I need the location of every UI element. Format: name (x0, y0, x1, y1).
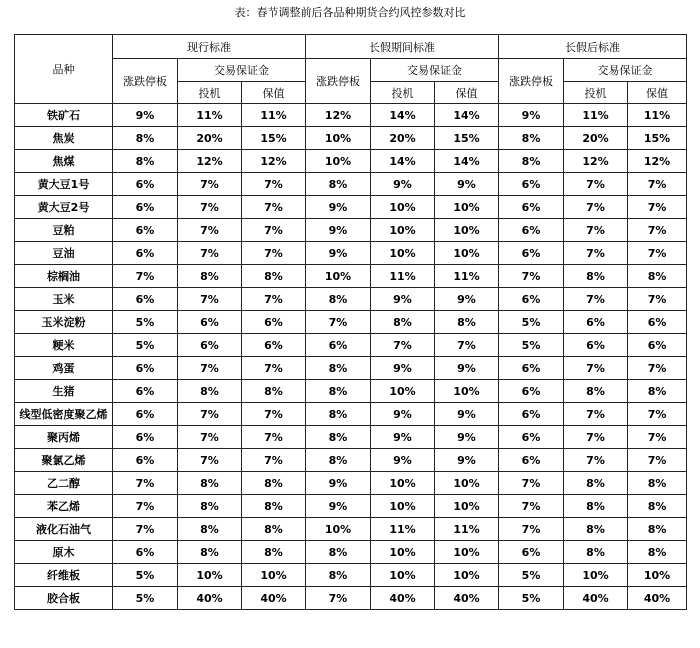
value-cell: 8% (435, 311, 499, 334)
value-cell: 8% (306, 380, 371, 403)
value-cell: 7% (564, 426, 628, 449)
header-limit: 涨跌停板 (499, 59, 564, 104)
table-row (15, 380, 687, 403)
value-cell: 7% (628, 173, 687, 196)
table-row (15, 150, 687, 173)
value-cell: 9% (306, 472, 371, 495)
table-row (15, 334, 687, 357)
header-speculative: 投机 (371, 82, 435, 104)
value-cell: 5% (113, 311, 178, 334)
value-cell: 6% (113, 426, 178, 449)
table-row (15, 357, 687, 380)
value-cell: 7% (113, 472, 178, 495)
table-row (15, 288, 687, 311)
value-cell: 6% (628, 311, 687, 334)
value-cell: 6% (113, 380, 178, 403)
value-cell: 7% (628, 219, 687, 242)
product-name-cell: 鸡蛋 (15, 357, 113, 380)
product-name-cell: 线型低密度聚乙烯 (15, 403, 113, 426)
product-name-cell: 焦煤 (15, 150, 113, 173)
table-row (15, 311, 687, 334)
value-cell: 10% (306, 265, 371, 288)
value-cell: 11% (435, 518, 499, 541)
value-cell: 40% (178, 587, 242, 610)
product-name-cell: 乙二醇 (15, 472, 113, 495)
value-cell: 7% (564, 242, 628, 265)
product-name-cell: 胶合板 (15, 587, 113, 610)
value-cell: 8% (242, 472, 306, 495)
value-cell: 8% (306, 403, 371, 426)
header-margin: 交易保证金 (371, 59, 499, 82)
value-cell: 7% (242, 403, 306, 426)
value-cell: 6% (113, 403, 178, 426)
value-cell: 8% (306, 449, 371, 472)
value-cell: 7% (178, 242, 242, 265)
product-name-cell: 豆粕 (15, 219, 113, 242)
product-name-cell: 黄大豆2号 (15, 196, 113, 219)
table-row (15, 449, 687, 472)
value-cell: 6% (499, 288, 564, 311)
value-cell: 5% (113, 564, 178, 587)
value-cell: 7% (564, 196, 628, 219)
value-cell: 8% (178, 495, 242, 518)
value-cell: 10% (306, 127, 371, 150)
header-group-holiday: 长假期间标准 (306, 35, 499, 59)
value-cell: 8% (178, 518, 242, 541)
value-cell: 8% (113, 127, 178, 150)
value-cell: 7% (564, 449, 628, 472)
table-row (15, 472, 687, 495)
value-cell: 9% (306, 495, 371, 518)
table-row (15, 196, 687, 219)
value-cell: 7% (564, 219, 628, 242)
product-name-cell: 原木 (15, 541, 113, 564)
value-cell: 10% (435, 242, 499, 265)
value-cell: 12% (242, 150, 306, 173)
value-cell: 6% (564, 334, 628, 357)
value-cell: 7% (242, 196, 306, 219)
table-row (15, 242, 687, 265)
product-name-cell: 聚氯乙烯 (15, 449, 113, 472)
value-cell: 7% (242, 288, 306, 311)
value-cell: 10% (435, 219, 499, 242)
table-row (15, 518, 687, 541)
table-row (15, 219, 687, 242)
value-cell: 40% (435, 587, 499, 610)
value-cell: 7% (564, 357, 628, 380)
value-cell: 7% (628, 449, 687, 472)
value-cell: 8% (564, 380, 628, 403)
value-cell: 9% (306, 219, 371, 242)
value-cell: 6% (499, 426, 564, 449)
value-cell: 6% (499, 173, 564, 196)
value-cell: 7% (564, 288, 628, 311)
value-cell: 7% (628, 196, 687, 219)
value-cell: 8% (306, 357, 371, 380)
value-cell: 8% (178, 265, 242, 288)
table-row (15, 403, 687, 426)
value-cell: 9% (371, 173, 435, 196)
table-row (15, 541, 687, 564)
value-cell: 7% (113, 495, 178, 518)
value-cell: 10% (371, 564, 435, 587)
value-cell: 14% (371, 104, 435, 127)
value-cell: 7% (113, 265, 178, 288)
header-hedge: 保值 (435, 82, 499, 104)
value-cell: 7% (564, 173, 628, 196)
value-cell: 6% (628, 334, 687, 357)
value-cell: 12% (628, 150, 687, 173)
value-cell: 8% (178, 541, 242, 564)
value-cell: 9% (371, 288, 435, 311)
header-speculative: 投机 (178, 82, 242, 104)
value-cell: 7% (499, 472, 564, 495)
value-cell: 8% (564, 472, 628, 495)
value-cell: 7% (178, 288, 242, 311)
value-cell: 6% (499, 541, 564, 564)
value-cell: 9% (435, 403, 499, 426)
value-cell: 11% (564, 104, 628, 127)
product-name-cell: 粳米 (15, 334, 113, 357)
value-cell: 8% (178, 472, 242, 495)
value-cell: 20% (371, 127, 435, 150)
value-cell: 10% (306, 518, 371, 541)
value-cell: 8% (306, 541, 371, 564)
value-cell: 11% (435, 265, 499, 288)
product-name-cell: 生猪 (15, 380, 113, 403)
value-cell: 7% (628, 288, 687, 311)
value-cell: 7% (628, 426, 687, 449)
value-cell: 7% (242, 449, 306, 472)
value-cell: 7% (628, 403, 687, 426)
value-cell: 7% (178, 219, 242, 242)
product-name-cell: 聚丙烯 (15, 426, 113, 449)
table-caption: 表：春节调整前后各品种期货合约风控参数对比 (234, 6, 466, 19)
value-cell: 8% (242, 495, 306, 518)
value-cell: 8% (564, 541, 628, 564)
value-cell: 8% (628, 380, 687, 403)
value-cell: 8% (628, 495, 687, 518)
product-name-cell: 苯乙烯 (15, 495, 113, 518)
value-cell: 6% (113, 242, 178, 265)
value-cell: 6% (499, 449, 564, 472)
header-product: 品种 (15, 35, 113, 104)
risk-parameter-table (14, 34, 687, 610)
product-name-cell: 纤维板 (15, 564, 113, 587)
value-cell: 7% (178, 449, 242, 472)
table-row (15, 104, 687, 127)
value-cell: 9% (113, 104, 178, 127)
value-cell: 7% (242, 219, 306, 242)
value-cell: 40% (564, 587, 628, 610)
value-cell: 20% (564, 127, 628, 150)
value-cell: 5% (113, 334, 178, 357)
value-cell: 10% (435, 380, 499, 403)
value-cell: 10% (371, 380, 435, 403)
value-cell: 8% (628, 472, 687, 495)
value-cell: 8% (242, 265, 306, 288)
value-cell: 9% (306, 242, 371, 265)
value-cell: 11% (371, 518, 435, 541)
value-cell: 8% (499, 150, 564, 173)
value-cell: 8% (628, 518, 687, 541)
value-cell: 10% (435, 564, 499, 587)
value-cell: 7% (178, 403, 242, 426)
value-cell: 8% (178, 380, 242, 403)
product-name-cell: 液化石油气 (15, 518, 113, 541)
value-cell: 6% (499, 403, 564, 426)
value-cell: 11% (242, 104, 306, 127)
value-cell: 12% (564, 150, 628, 173)
value-cell: 8% (628, 265, 687, 288)
header-speculative: 投机 (564, 82, 628, 104)
product-name-cell: 焦炭 (15, 127, 113, 150)
product-name-cell: 棕榈油 (15, 265, 113, 288)
value-cell: 10% (435, 495, 499, 518)
header-group-after: 长假后标准 (499, 35, 687, 59)
value-cell: 8% (242, 541, 306, 564)
value-cell: 6% (113, 357, 178, 380)
header-limit: 涨跌停板 (306, 59, 371, 104)
value-cell: 20% (178, 127, 242, 150)
header-group-current: 现行标准 (113, 35, 306, 59)
product-name-cell: 黄大豆1号 (15, 173, 113, 196)
value-cell: 9% (435, 449, 499, 472)
value-cell: 7% (306, 587, 371, 610)
product-name-cell: 玉米淀粉 (15, 311, 113, 334)
value-cell: 10% (435, 541, 499, 564)
value-cell: 7% (242, 242, 306, 265)
value-cell: 14% (435, 150, 499, 173)
value-cell: 7% (178, 196, 242, 219)
value-cell: 8% (371, 311, 435, 334)
value-cell: 6% (178, 311, 242, 334)
value-cell: 7% (242, 173, 306, 196)
value-cell: 8% (564, 265, 628, 288)
value-cell: 10% (371, 242, 435, 265)
value-cell: 9% (371, 449, 435, 472)
value-cell: 10% (242, 564, 306, 587)
value-cell: 10% (371, 472, 435, 495)
value-cell: 15% (435, 127, 499, 150)
value-cell: 6% (113, 196, 178, 219)
table-row (15, 426, 687, 449)
value-cell: 10% (628, 564, 687, 587)
value-cell: 40% (371, 587, 435, 610)
value-cell: 9% (499, 104, 564, 127)
value-cell: 7% (499, 518, 564, 541)
value-cell: 6% (113, 541, 178, 564)
value-cell: 8% (628, 541, 687, 564)
value-cell: 6% (499, 196, 564, 219)
value-cell: 7% (435, 334, 499, 357)
value-cell: 11% (628, 104, 687, 127)
value-cell: 6% (306, 334, 371, 357)
value-cell: 15% (628, 127, 687, 150)
value-cell: 9% (435, 357, 499, 380)
table-row (15, 265, 687, 288)
value-cell: 12% (306, 104, 371, 127)
value-cell: 5% (499, 564, 564, 587)
value-cell: 14% (435, 104, 499, 127)
value-cell: 40% (242, 587, 306, 610)
value-cell: 7% (113, 518, 178, 541)
value-cell: 6% (242, 334, 306, 357)
value-cell: 14% (371, 150, 435, 173)
value-cell: 7% (178, 426, 242, 449)
value-cell: 5% (499, 587, 564, 610)
value-cell: 8% (564, 518, 628, 541)
value-cell: 7% (628, 242, 687, 265)
value-cell: 8% (306, 426, 371, 449)
header-margin: 交易保证金 (178, 59, 306, 82)
value-cell: 10% (435, 472, 499, 495)
value-cell: 6% (564, 311, 628, 334)
table-row (15, 495, 687, 518)
value-cell: 8% (113, 150, 178, 173)
value-cell: 6% (242, 311, 306, 334)
value-cell: 10% (371, 495, 435, 518)
table-body (15, 104, 687, 610)
value-cell: 6% (499, 380, 564, 403)
value-cell: 8% (242, 380, 306, 403)
value-cell: 10% (371, 541, 435, 564)
table-row (15, 587, 687, 610)
value-cell: 6% (499, 357, 564, 380)
value-cell: 8% (564, 495, 628, 518)
value-cell: 6% (499, 242, 564, 265)
value-cell: 8% (499, 127, 564, 150)
value-cell: 10% (371, 196, 435, 219)
value-cell: 7% (628, 357, 687, 380)
value-cell: 8% (306, 564, 371, 587)
value-cell: 7% (178, 173, 242, 196)
value-cell: 9% (371, 426, 435, 449)
product-name-cell: 玉米 (15, 288, 113, 311)
value-cell: 7% (564, 403, 628, 426)
value-cell: 7% (242, 426, 306, 449)
value-cell: 9% (435, 426, 499, 449)
header-hedge: 保值 (242, 82, 306, 104)
value-cell: 9% (435, 173, 499, 196)
table-row (15, 173, 687, 196)
value-cell: 8% (306, 173, 371, 196)
value-cell: 9% (371, 403, 435, 426)
header-hedge: 保值 (628, 82, 687, 104)
value-cell: 6% (113, 449, 178, 472)
value-cell: 7% (306, 311, 371, 334)
value-cell: 9% (306, 196, 371, 219)
header-limit: 涨跌停板 (113, 59, 178, 104)
value-cell: 6% (113, 173, 178, 196)
value-cell: 7% (499, 265, 564, 288)
value-cell: 10% (371, 219, 435, 242)
value-cell: 6% (113, 288, 178, 311)
value-cell: 12% (178, 150, 242, 173)
value-cell: 9% (371, 357, 435, 380)
value-cell: 10% (178, 564, 242, 587)
value-cell: 10% (564, 564, 628, 587)
product-name-cell: 铁矿石 (15, 104, 113, 127)
value-cell: 7% (178, 357, 242, 380)
value-cell: 6% (499, 219, 564, 242)
value-cell: 10% (435, 196, 499, 219)
value-cell: 7% (371, 334, 435, 357)
value-cell: 40% (628, 587, 687, 610)
value-cell: 7% (242, 357, 306, 380)
table-row (15, 127, 687, 150)
value-cell: 8% (242, 518, 306, 541)
value-cell: 15% (242, 127, 306, 150)
value-cell: 5% (499, 334, 564, 357)
value-cell: 5% (499, 311, 564, 334)
value-cell: 10% (306, 150, 371, 173)
product-name-cell: 豆油 (15, 242, 113, 265)
value-cell: 11% (371, 265, 435, 288)
value-cell: 9% (435, 288, 499, 311)
value-cell: 11% (178, 104, 242, 127)
table-row (15, 564, 687, 587)
value-cell: 7% (499, 495, 564, 518)
header-margin: 交易保证金 (564, 59, 687, 82)
value-cell: 5% (113, 587, 178, 610)
value-cell: 8% (306, 288, 371, 311)
value-cell: 6% (113, 219, 178, 242)
value-cell: 6% (178, 334, 242, 357)
